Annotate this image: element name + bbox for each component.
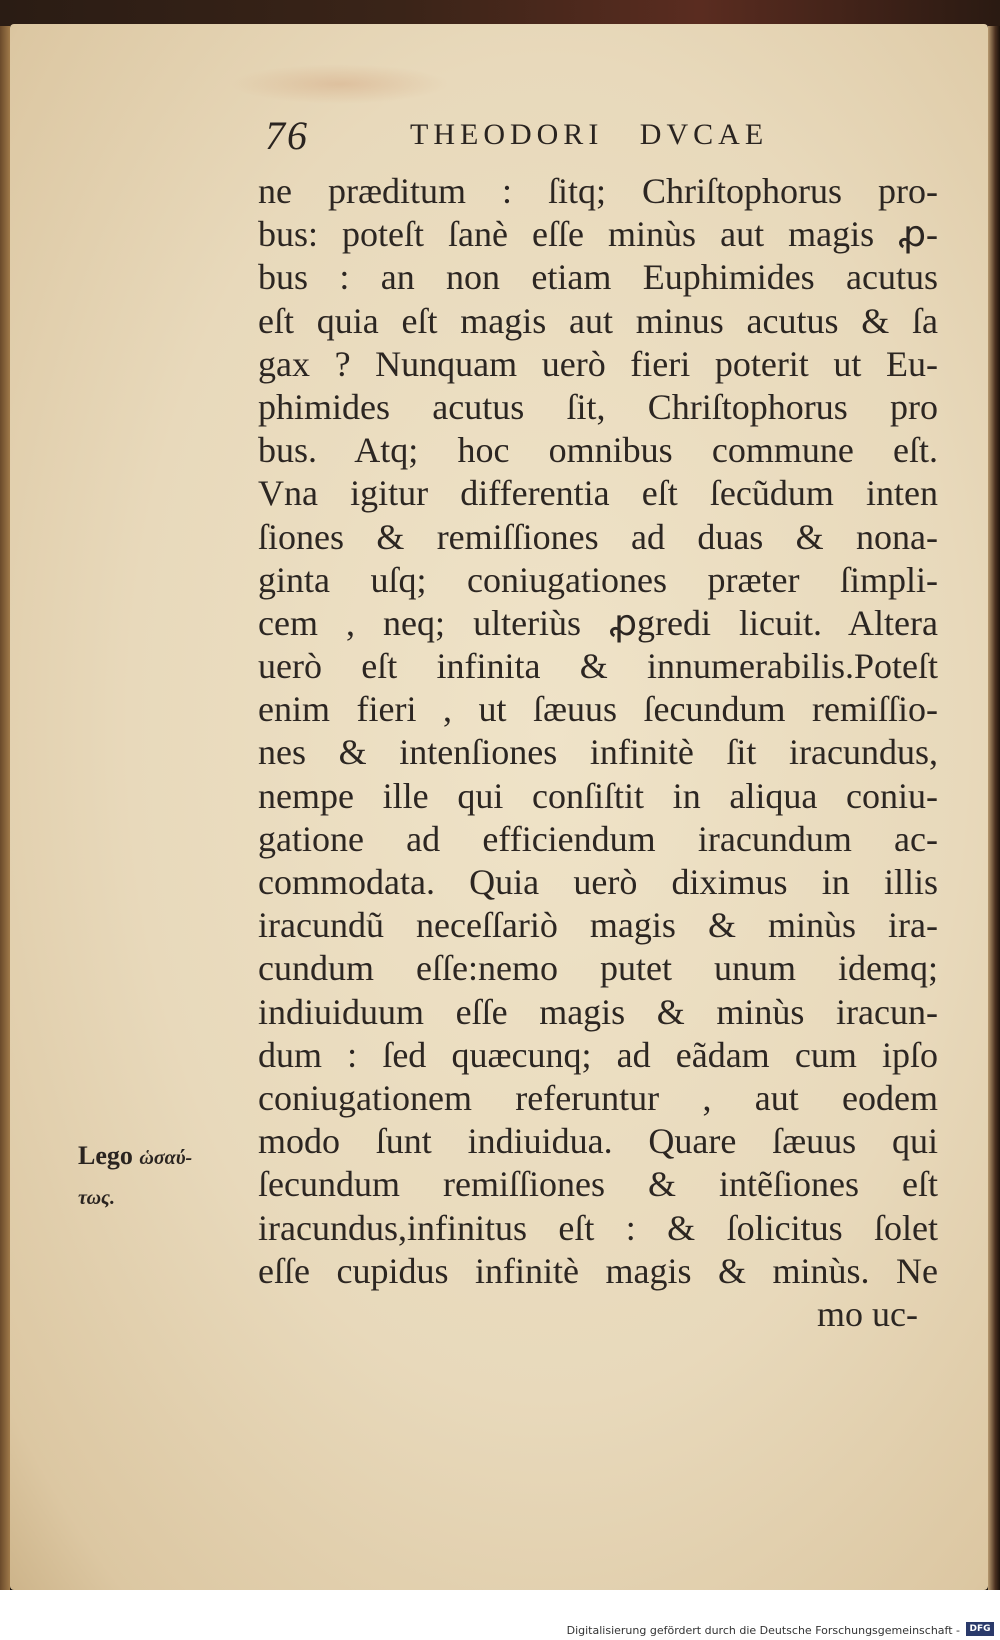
text-line: uerò eſt infinita & innumerabilis.Poteſt (258, 646, 938, 687)
text-line: phimides acutus ſit, Chriſtophorus pro (258, 386, 938, 427)
text-line: iracundũ neceſſariò magis & minùs ira- (258, 905, 938, 946)
text-line: cundum eſſe:nemo putet unum idemq; (258, 948, 938, 989)
text-line: eſt quia eſt magis aut minus acutus & ſa (258, 300, 938, 341)
dfg-credit-text: Digitalisierung gefördert durch die Deutsche Forschungsgemeinschaft - (566, 1624, 960, 1637)
text-line: modo ſunt indiuidua. Quare ſæuus qui (258, 1121, 938, 1162)
text-line: bus. Atq; hoc omnibus commune eſt. (258, 430, 938, 471)
text-line: nes & intenſiones infinitè ſit iracundus, (258, 732, 938, 773)
text-line: ne præditum : ſitq; Chriſtophorus pro- (258, 171, 938, 211)
book-top-edge (0, 0, 1000, 26)
text-line: dum : ſed quæcunq; ad eãdam cum ipſo (258, 1034, 938, 1075)
book-right-edge (988, 26, 1000, 1590)
text-line: indiuiduum eſſe magis & minùs iracun- (258, 991, 938, 1032)
running-title: THEODORI DVCAE (410, 118, 769, 151)
marginal-note (78, 1136, 248, 1218)
text-line: bus: poteſt ſanè eſſe minùs aut magis ꝓ- (258, 214, 938, 255)
text-line: ſecundum remiſſiones & intẽſiones eſt (258, 1164, 938, 1205)
text-line: iracundus,infinitus eſt : & ſolicitus ſolet (258, 1207, 938, 1248)
dfg-logo: DFG (966, 1622, 994, 1636)
book-left-edge (0, 26, 10, 1590)
text-line: gatione ad efficiendum iracundum ac- (258, 818, 938, 859)
text-line: ginta uſq; coniugationes præter ſimpli- (258, 559, 938, 600)
page-number: 76 (265, 113, 309, 158)
text-line: enim fieri , ut ſæuus ſecundum remiſſio- (258, 689, 938, 730)
marginal-note-greek-1: ὡσαύ- (139, 1147, 193, 1169)
text-line: nempe ille qui conſiſtit in aliqua coniu- (258, 775, 938, 816)
catchword: mo uc- (817, 1293, 918, 1334)
text-line: cem , neq; ulteriùs ꝓgredi licuit. Altera (258, 602, 938, 643)
paper-stain (230, 64, 450, 104)
marginal-note-latin: Lego (78, 1141, 133, 1170)
marginal-note-line-1 (78, 1136, 248, 1178)
text-line: ſiones & remiſſiones ad duas & nona- (258, 516, 938, 557)
body-text (258, 170, 938, 1336)
text-line: Vna igitur differentia eſt ſecũdum inten (258, 473, 938, 514)
text-line: coniugationem referuntur , aut eodem (258, 1077, 938, 1118)
text-line: eſſe cupidus infinitè magis & minùs. Ne (258, 1250, 938, 1291)
marginal-note-greek-2: τως. (78, 1187, 115, 1209)
text-line: gax ? Nunquam uerò fieri poterit ut Eu- (258, 343, 938, 384)
text-line: bus : an non etiam Euphimides acutus (258, 257, 938, 298)
page-header (265, 112, 845, 162)
text-line: commodata. Quia uerò diximus in illis (258, 862, 938, 902)
